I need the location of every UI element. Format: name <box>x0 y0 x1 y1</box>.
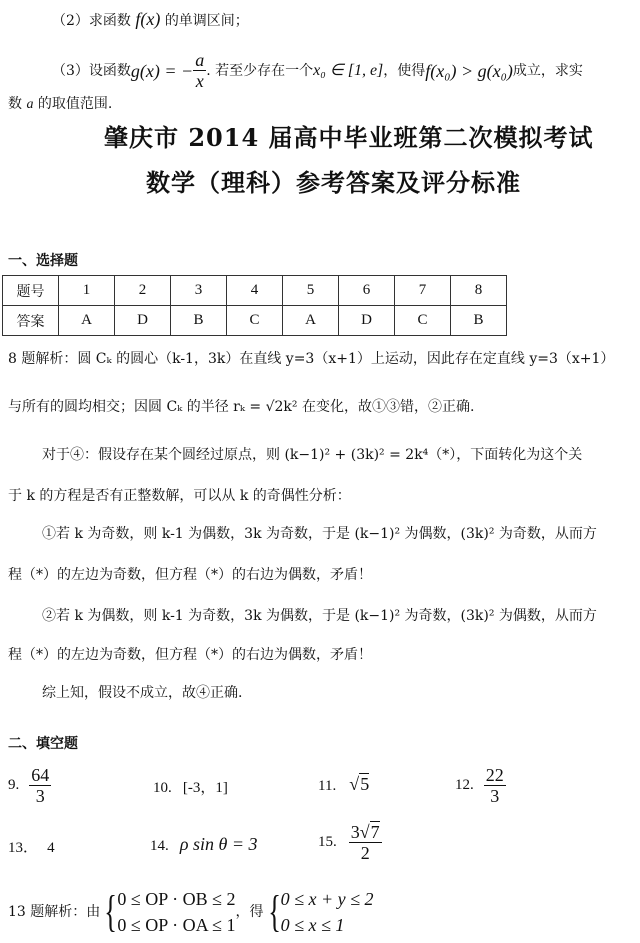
part2-prefix: （2）求函数 <box>52 13 131 29</box>
g-function-fraction <box>193 50 206 91</box>
q13-mid: ，得 <box>235 904 264 920</box>
answer-value: 4 <box>47 840 55 856</box>
part3-line <box>52 50 583 91</box>
q8-line2: 与所有的圆均相交；因圆 Cₖ 的半径 rₖ = √2k² 在变化，故①③错，②正确. <box>8 399 475 415</box>
g-denominator: x <box>195 71 204 91</box>
table-cell: 3 <box>171 276 227 306</box>
answer-number: 11. <box>318 778 337 794</box>
table-header-cell: 答案 <box>3 306 59 336</box>
part2-line <box>52 10 249 30</box>
q13-explanation <box>8 886 374 938</box>
answer-value: [-3，1] <box>182 780 228 796</box>
section2-heading: 二、填空题 <box>8 736 78 752</box>
table-cell: B <box>171 306 227 336</box>
table-cell: D <box>339 306 395 336</box>
part3-var-a: a <box>26 97 34 112</box>
system-2-row2: 0 ≤ x ≤ 1 <box>280 915 345 935</box>
g-numerator: a <box>195 50 205 70</box>
q8-line1: 8 题解析：圆 Cₖ 的圆心（k-1，3k）在直线 y=3（x+1）上运动，因此存在定直线 y=3（x+1） <box>8 351 615 367</box>
g-function-lhs: g(x) = − <box>130 60 194 81</box>
part2-suffix: 的单调区间； <box>164 13 249 29</box>
q8-case2-line2: 程（*）的左边为奇数，但方程（*）的右边为偶数，矛盾！ <box>8 647 372 663</box>
part3-mid2: ，使得 <box>383 62 426 79</box>
system-1-row2: 0 ≤ OP · OA ≤ 1 <box>117 915 236 935</box>
part3-mid1: . 若至少存在一个 <box>206 62 314 79</box>
fraction <box>484 765 506 806</box>
part3-line2-suffix: 的取值范围. <box>37 96 113 112</box>
answer-number: 9. <box>8 777 20 793</box>
table-cell: A <box>283 306 339 336</box>
fraction-numerator: 3√7 <box>350 822 380 842</box>
answer-13 <box>8 836 55 857</box>
left-brace-icon: { <box>104 887 118 936</box>
answer-value: ρ sin θ = 3 <box>179 834 258 854</box>
table-cell: 5 <box>283 276 339 306</box>
section1-heading: 一、选择题 <box>8 253 78 269</box>
table-header-cell: 题号 <box>3 276 59 306</box>
coefficient: 3 <box>350 822 360 842</box>
answer-table <box>2 275 507 336</box>
answer-14 <box>150 834 257 855</box>
table-row-numbers <box>3 276 507 306</box>
part3-inequality: f(x₀) > g(x₀) <box>425 60 513 81</box>
part3-condition: x₀ ∈ [1, e] <box>313 61 384 79</box>
answer-11 <box>318 774 369 795</box>
q8-conclusion: 综上知，假设不成立，故④正确. <box>42 685 243 701</box>
page-subtitle: 数学（理科）参考答案及评分标准 <box>146 168 521 197</box>
system-1-row1: 0 ≤ OP · OB ≤ 2 <box>117 889 236 909</box>
system-2-row1: 0 ≤ x + y ≤ 2 <box>280 889 374 909</box>
table-cell: C <box>227 306 283 336</box>
answer-number: 12. <box>455 777 474 793</box>
table-cell: 6 <box>339 276 395 306</box>
part3-suffix: 成立，求实 <box>512 62 583 79</box>
part2-expr: f(x) <box>135 9 161 29</box>
part3-line2-prefix: 数 <box>8 96 22 112</box>
system-1 <box>117 886 235 938</box>
answer-number: 14. <box>150 838 169 854</box>
table-cell: 4 <box>227 276 283 306</box>
fraction-denominator: 3 <box>35 786 45 806</box>
q8-case2-line1: ②若 k 为偶数，则 k-1 为奇数，3k 为偶数，于是 (k−1)² 为奇数，(3k)² 为偶数，从而方 <box>42 608 597 624</box>
sqrt-radicand: 5 <box>360 774 370 794</box>
fraction-denominator: 2 <box>360 843 370 863</box>
table-cell: D <box>115 306 171 336</box>
q8-line3: 对于④：假设存在某个圆经过原点，则 (k−1)² + (3k)² = 2k⁴（*），下面转化为这个关 <box>42 447 583 463</box>
fraction-numerator: 22 <box>485 765 504 785</box>
system-2 <box>281 886 374 938</box>
q8-line4: 于 k 的方程是否有正整数解，可以从 k 的奇偶性分析： <box>8 488 351 504</box>
sqrt-radicand: 7 <box>370 822 380 842</box>
q13-prefix: 13 题解析：由 <box>8 904 101 920</box>
answer-12 <box>455 765 506 806</box>
part3-prefix: （3）设函数 <box>52 62 131 79</box>
q8-case1-line2: 程（*）的左边为奇数，但方程（*）的右边为偶数，矛盾！ <box>8 567 372 583</box>
table-cell: 2 <box>115 276 171 306</box>
table-cell: 1 <box>59 276 115 306</box>
q8-case1-line1: ①若 k 为奇数，则 k-1 为偶数，3k 为奇数，于是 (k−1)² 为偶数，(3k)² 为奇数，从而方 <box>42 526 597 542</box>
answer-number: 13． <box>8 840 39 856</box>
fraction <box>349 822 382 863</box>
table-cell: A <box>59 306 115 336</box>
answer-number: 10. <box>153 780 172 796</box>
sqrt-symbol: √5 <box>349 774 370 794</box>
answer-9 <box>8 765 51 806</box>
answer-number: 15. <box>318 834 337 850</box>
table-cell: C <box>395 306 451 336</box>
left-brace-icon: { <box>267 887 281 936</box>
fraction-denominator: 3 <box>490 786 500 806</box>
fraction <box>29 765 51 806</box>
table-cell: 7 <box>395 276 451 306</box>
table-row-answers <box>3 306 507 336</box>
table-cell: 8 <box>451 276 507 306</box>
part3-line2 <box>8 95 112 114</box>
table-cell: B <box>451 306 507 336</box>
answer-10 <box>153 776 228 797</box>
fraction-numerator: 64 <box>31 765 50 785</box>
answer-15 <box>318 822 382 863</box>
page-title: 肇庆市 2014 届高中毕业班第二次模拟考试 <box>104 123 594 152</box>
